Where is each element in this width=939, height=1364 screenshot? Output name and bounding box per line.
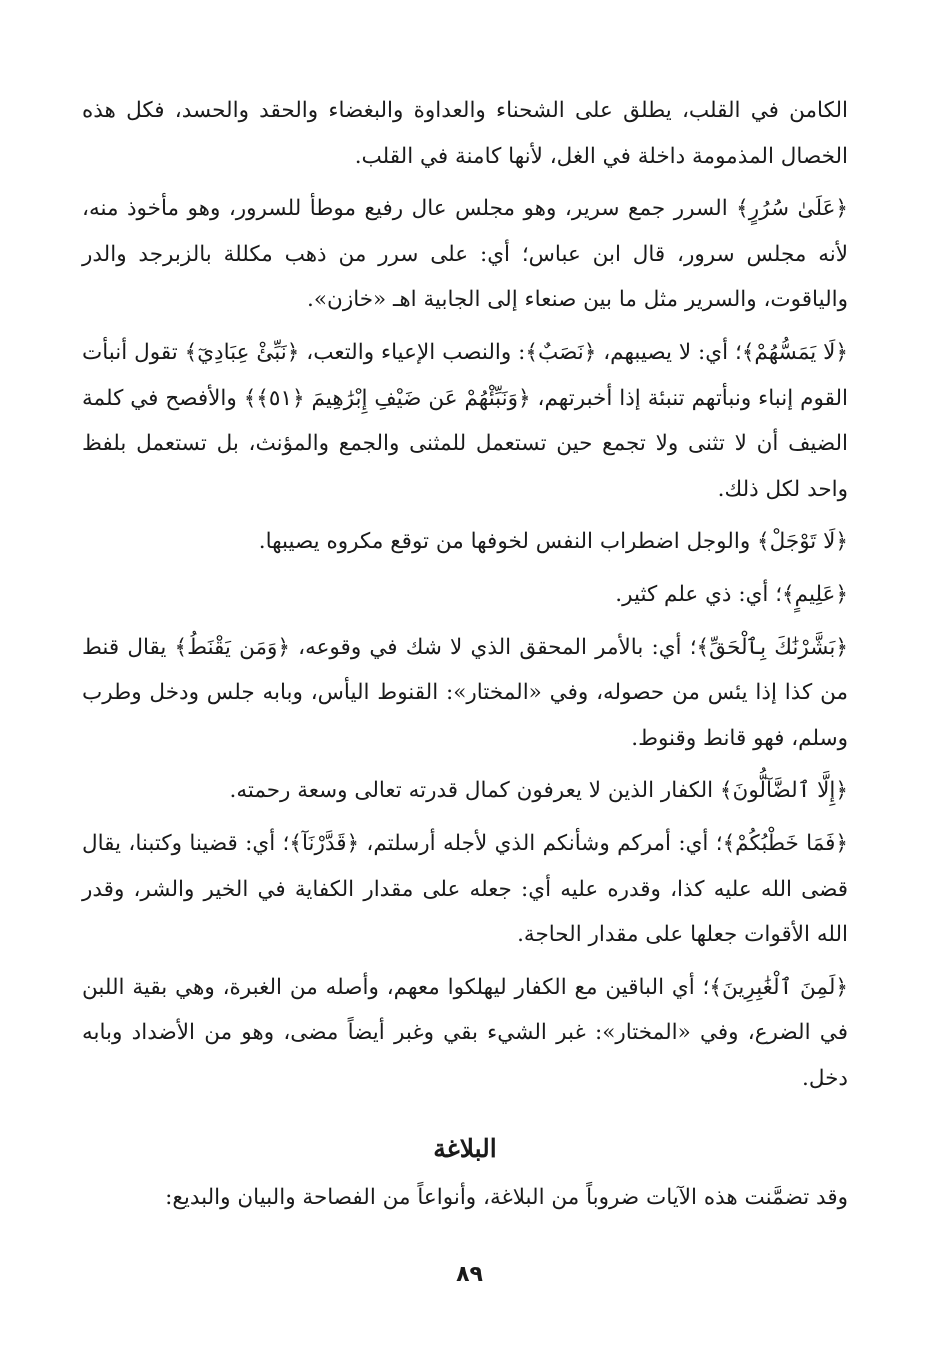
paragraph-6: ﴿بَشَّرْنَٰكَ بِٱلْحَقِّ﴾؛ أي: بالأمر المحقق الذي لا شك في وقوعه، ﴿وَمَن يَقْنَطُ﴾ يقال قنط من كذا إذا يئس من حصوله، وفي «المختار»: القنوط اليأس، وبابه جلس ودخل وطرب وسلم، فهو قانط وقنوط. [82,634,848,751]
paragraph-2: ﴿عَلَىٰ سُرُرٍ﴾ السرر جمع سرير، وهو مجلس عال رفيع موطأ للسرور، وهو مأخوذ منه، لأنه مجلس سرور، قال ابن عباس؛ أي: على سرر من ذهب مكللة بالزبرجد والدر والياقوت، والسرير مثل ما بين صنعاء إلى الجابية اهـ «خازن». [82,196,848,313]
paragraph-1: الكامن في القلب، يطلق على الشحناء والعداوة والبغضاء والحقد والحسد، فكل هذه الخصال المذمومة داخلة في الغل، لأنها كامنة في القلب. [82,98,848,169]
page-number: ٨٩ [456,1262,483,1287]
paragraph-9: ﴿لَمِنَ ٱلْغَٰبِرِينَ﴾؛ أي الباقين مع الكفار ليهلكوا معهم، وأصله من الغبرة، وهي بقية اللبن في الضرع، وفي «المختار»: غبر الشيء بقي وغبر أيضاً مضى، وهو من الأضداد وبابه دخل. [82,974,848,1091]
paragraph-5: ﴿عَلِيمٍ﴾؛ أي: ذي علم كثير. [615,581,848,607]
paragraph-4: ﴿لَا تَوْجَلْ﴾ والوجل اضطراب النفس لخوفها من توقع مكروه يصيبها. [258,529,848,555]
section-heading: البلاغة [433,1134,497,1164]
paragraph-7: ﴿إِلَّا ٱلضَّآلُّونَ﴾ الكفار الذين لا يعرفون كمال قدرته تعالى وسعة رحمته. [229,778,848,804]
page-body [82,88,848,1228]
paragraph-3: ﴿لَا يَمَسُّهُمْ﴾؛ أي: لا يصيبهم، ﴿نَصَبٌ﴾: والنصب الإعياء والتعب، ﴿نَبِّئْ عِبَادِيٓ﴾ تقول أنبأت القوم إنباء ونبأتهم تنبئة إذا أخبرتهم، ﴿وَنَبِّئْهُمْ عَن ضَيْفِ إِبْرَٰهِيمَ ﴿٥١﴾﴾ والأفصح في كلمة الضيف أن لا تثنى ولا تجمع حين تستعمل للمثنى والجمع والمؤنث، بل تستعمل بلفظ واحد لكل ذلك. [82,339,848,502]
paragraph-8: ﴿فَمَا خَطْبُكُمْ﴾؛ أي: أمركم وشأنكم الذي لأجله أرسلتم، ﴿قَدَّرْنَآ﴾؛ أي: قضينا وكتبنا، يقال قضى الله عليه كذا، وقدره عليه أي: جعله على مقدار الكفاية في الخير والشر، وقدر الله الأقوات جعلها على مقدار الحاجة. [82,830,848,948]
closing-paragraph: وقد تضمَّنت هذه الآيات ضروباً من البلاغة، وأنواعاً من الفصاحة والبيان والبديع: [165,1185,848,1211]
